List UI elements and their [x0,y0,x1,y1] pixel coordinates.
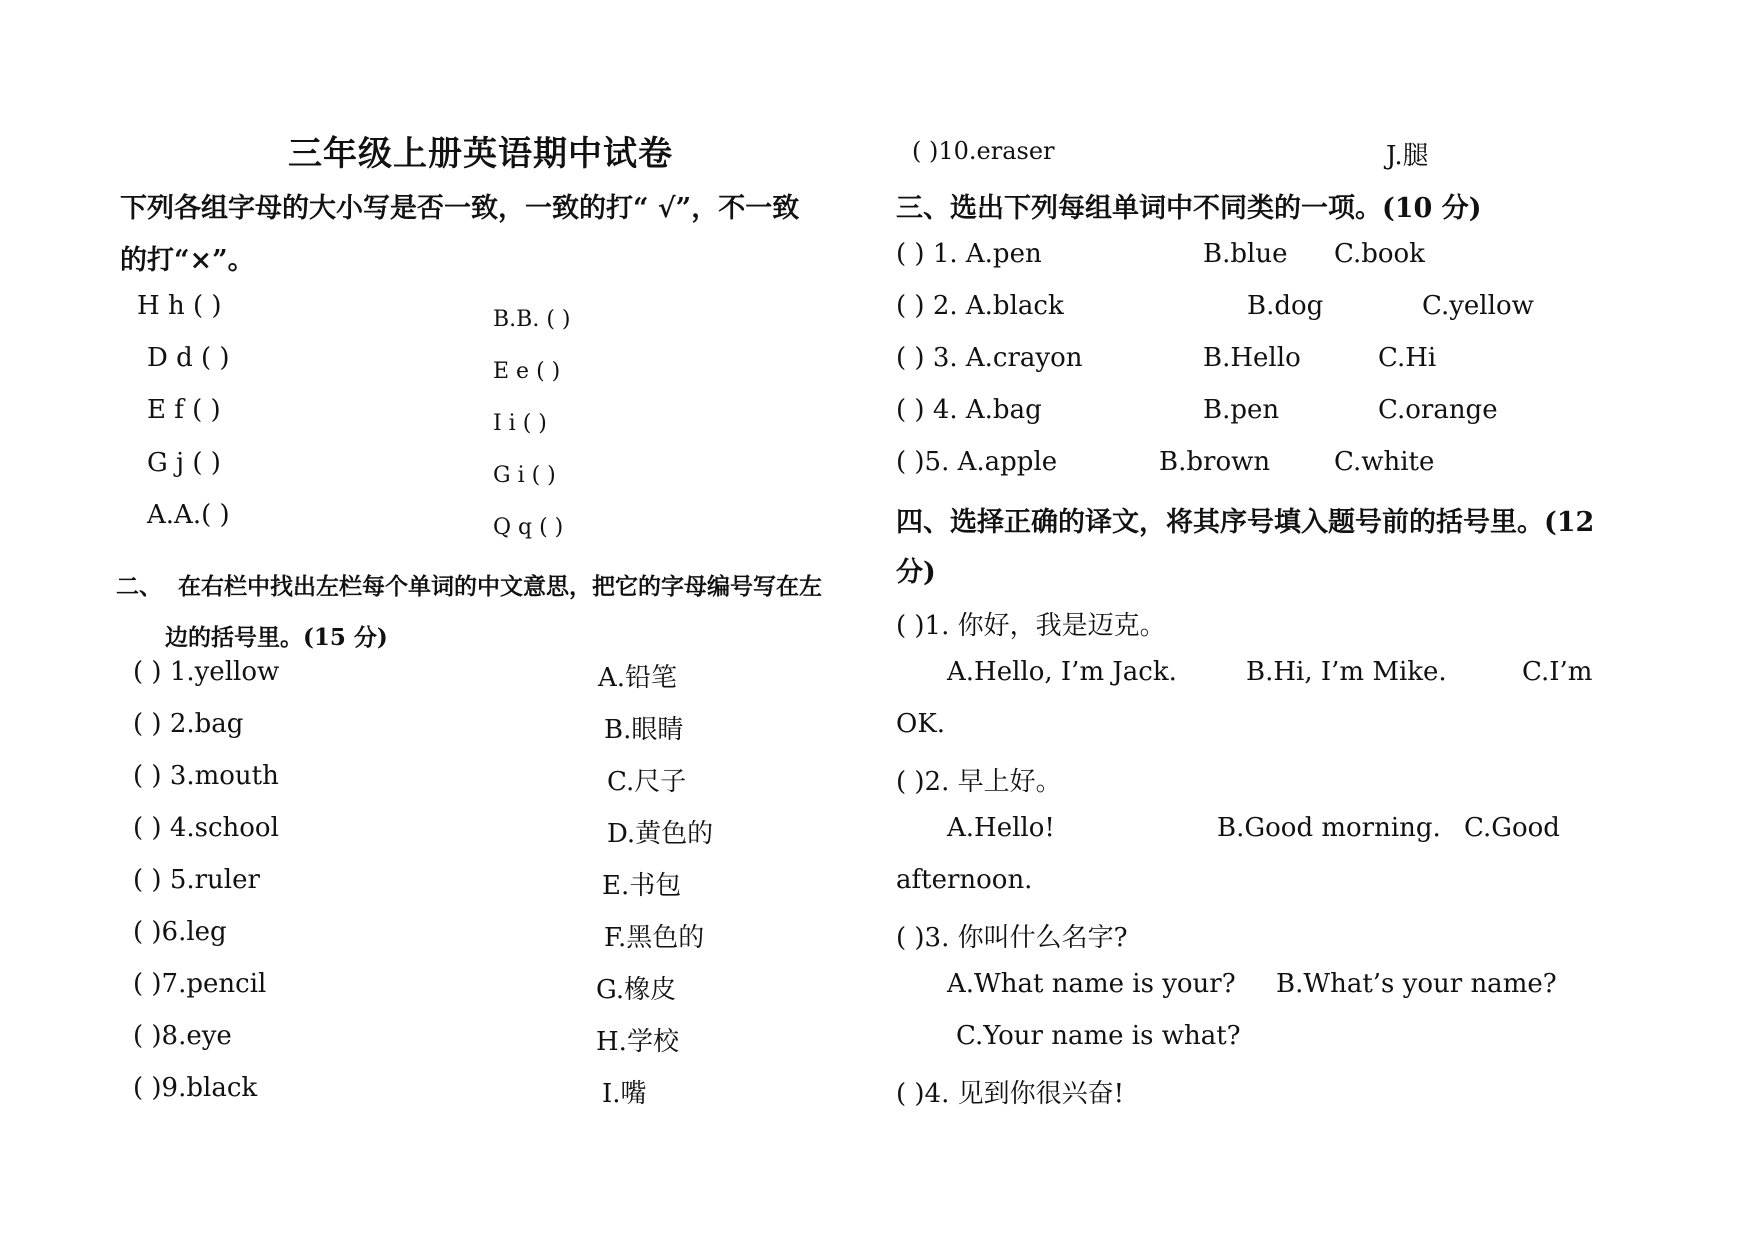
option-b: B.brown [1159,447,1271,477]
letter-item[interactable]: I i ( ) [493,411,547,436]
word-item[interactable]: ( )7.pencil [133,969,267,999]
option-b: B.Hi, I’m Mike. [1246,657,1447,687]
option-c-cont: afternoon. [896,865,1033,895]
option-c: C.white [1334,447,1435,477]
word-item[interactable]: ( )6.leg [133,917,227,947]
option-c: C.Good [1464,813,1560,843]
meaning-item: D.黄色的 [607,819,714,849]
word-item[interactable]: ( ) 4.school [133,813,279,843]
option-c: C.orange [1378,395,1498,425]
option-c: C.Your name is what? [956,1021,1241,1051]
meaning-item: E.书包 [602,871,682,901]
option-a: A.Hello! [947,813,1055,843]
meaning-item: I.嘴 [602,1079,647,1109]
part4-heading-line2: 分) [896,557,936,588]
letter-item[interactable]: B.B. ( ) [493,307,571,332]
option-a: A.What name is your? [947,969,1236,999]
part4-question[interactable]: ( )2. 早上好。 [896,767,1062,797]
part3-question[interactable]: ( ) 3. A.crayon [896,343,1083,373]
part2-instruction-line1: 在右栏中找出左栏每个单词的中文意思，把它的字母编号写在左 [178,573,822,600]
option-a: A.Hello, I’m Jack. [947,657,1177,687]
letter-item[interactable]: G j ( ) [147,448,221,478]
meaning-item: F.黑色的 [604,923,705,953]
part3-question[interactable]: ( ) 4. A.bag [896,395,1042,425]
option-b: B.dog [1247,291,1324,321]
option-b: B.Good morning. [1217,813,1441,843]
option-b: B.blue [1203,239,1288,269]
option-c: C.I’m [1522,657,1593,687]
word-item[interactable]: ( ) 2.bag [133,709,244,739]
letter-item[interactable]: D d ( ) [147,343,230,373]
letter-item[interactable]: E e ( ) [493,359,561,384]
meaning-item: G.橡皮 [596,975,677,1005]
option-c-cont: OK. [896,709,946,739]
part4-question[interactable]: ( )3. 你叫什么名字? [896,923,1128,953]
part2-number: 二、 [116,573,162,600]
meaning-item: A.铅笔 [598,663,678,693]
part4-question[interactable]: ( )1. 你好，我是迈克。 [896,611,1166,641]
meaning-item: H.学校 [596,1027,679,1057]
word-item[interactable]: ( ) 1.yellow [133,657,280,687]
word-item[interactable]: ( )9.black [133,1073,258,1103]
word-item[interactable]: ( )8.eye [133,1021,232,1051]
part2-instruction-line2: 边的括号里。(15 分) [165,624,388,651]
meaning-item: B.眼睛 [604,715,684,745]
meaning-item: C.尺子 [607,767,687,797]
letter-item[interactable]: E f ( ) [147,395,221,425]
part1-instruction-line1: 下列各组字母的大小写是否一致，一致的打“ √”，不一致 [120,193,800,224]
part3-question[interactable]: ( ) 2. A.black [896,291,1064,321]
word-item[interactable]: ( ) 5.ruler [133,865,260,895]
letter-item[interactable]: H h ( ) [137,291,222,321]
word-item[interactable]: ( )10.eraser [912,137,1055,165]
letter-item[interactable]: G i ( ) [493,463,556,488]
part4-question[interactable]: ( )4. 见到你很兴奋! [896,1079,1125,1109]
option-c: C.Hi [1378,343,1437,373]
meaning-item: J.腿 [1386,141,1429,171]
part3-heading: 三、选出下列每组单词中不同类的一项。(10 分) [896,193,1482,224]
letter-item[interactable]: Q q ( ) [493,515,564,540]
option-c: C.book [1334,239,1425,269]
option-c: C.yellow [1422,291,1534,321]
part3-question[interactable]: ( )5. A.apple [896,447,1058,477]
option-b: B.What’s your name? [1276,969,1557,999]
letter-item[interactable]: A.A.( ) [147,500,230,530]
part3-question[interactable]: ( ) 1. A.pen [896,239,1042,269]
part1-instruction-line2: 的打“×”。 [120,245,255,276]
word-item[interactable]: ( ) 3.mouth [133,761,279,791]
part4-heading-line1: 四、选择正确的译文，将其序号填入题号前的括号里。(12 [896,507,1595,538]
option-b: B.pen [1203,395,1280,425]
page-title: 三年级上册英语期中试卷 [288,134,673,174]
option-b: B.Hello [1203,343,1301,373]
